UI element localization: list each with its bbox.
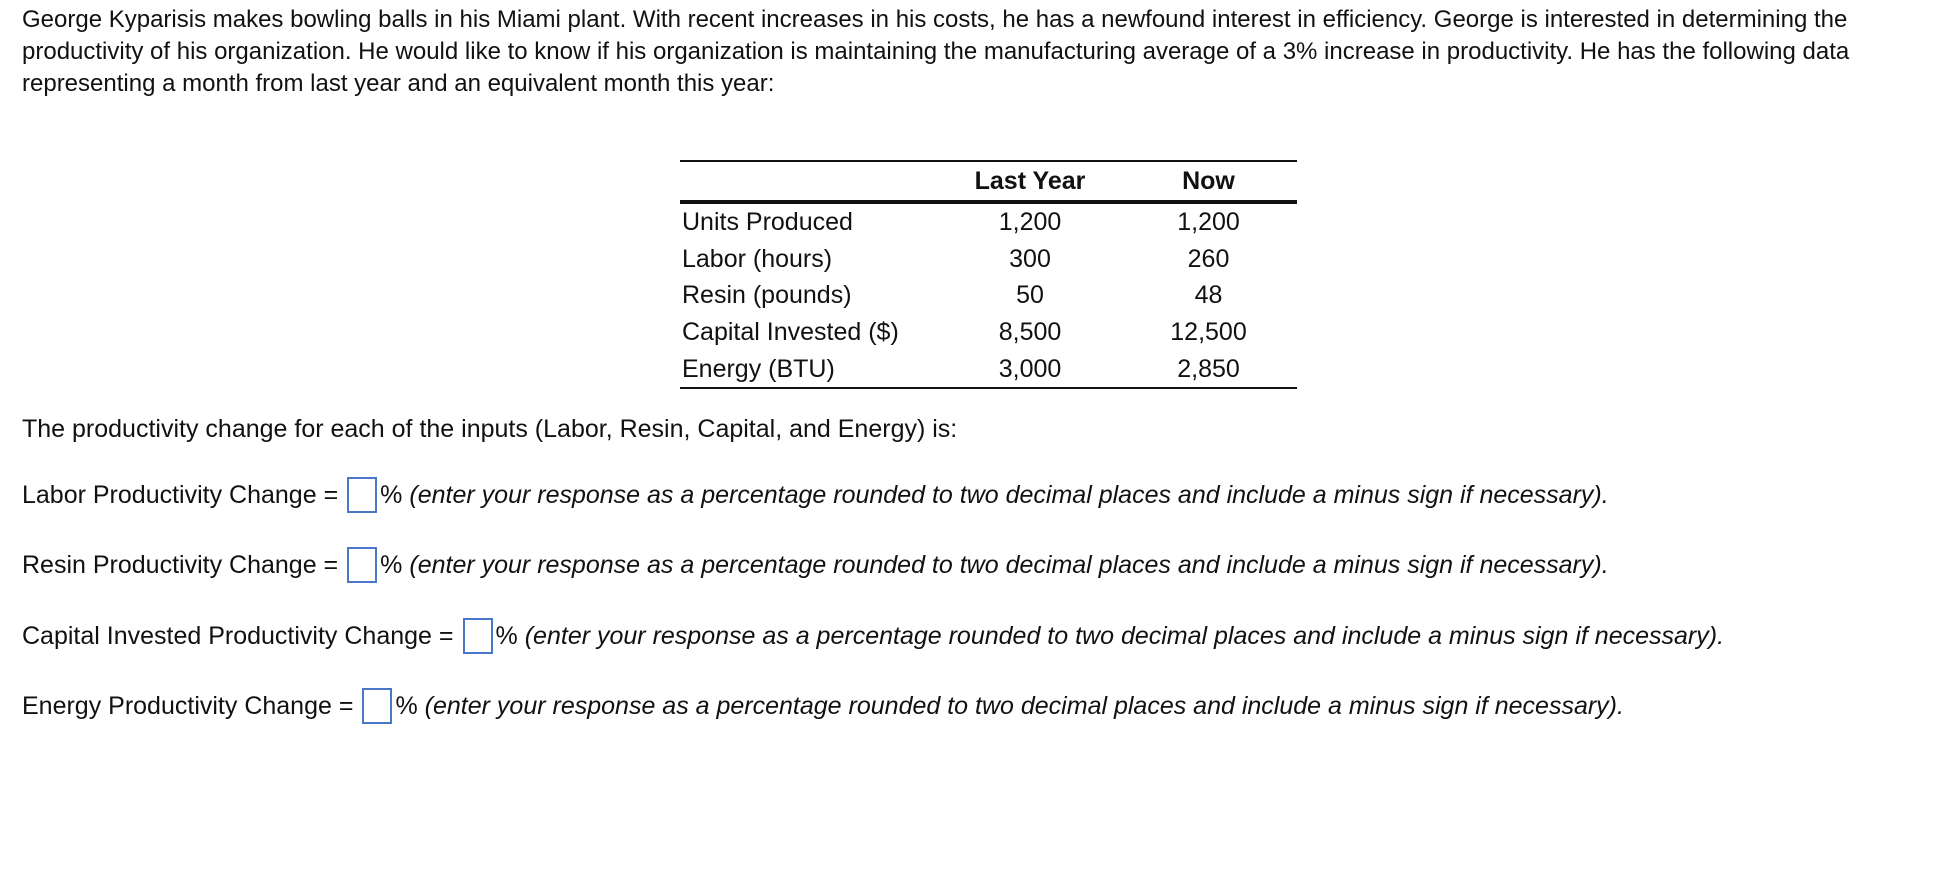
now-value: 48 xyxy=(1194,281,1223,310)
now-value: 260 xyxy=(1187,244,1230,273)
last-year-value: 8,500 xyxy=(998,318,1062,347)
row-label: Units Produced xyxy=(682,208,853,237)
header-now: Now xyxy=(1120,161,1297,202)
table-row xyxy=(680,202,1297,241)
now-value: 2,850 xyxy=(1177,354,1240,383)
energy-question-label: Energy Productivity Change = xyxy=(22,692,354,720)
capital-answer-input[interactable] xyxy=(463,618,493,654)
row-label: Labor (hours) xyxy=(682,244,833,273)
header-last-year: Last Year xyxy=(940,161,1120,202)
table-header-row xyxy=(680,161,1297,202)
last-year-value: 3,000 xyxy=(998,354,1062,383)
problem-intro: George Kyparisis makes bowling balls in his Miami plant. With recent increases in his costs, he has a newfound interest in efficiency. George is interested in determining the productivity of his organization. He would like to know if his organization is maintaining the manufacturing average of a 3% increase in productivity. He has the following data representing a month from last year and an equivalent month this year: xyxy=(22,6,1850,97)
labor-question-label: Labor Productivity Change = xyxy=(22,481,339,509)
labor-question xyxy=(22,476,1609,514)
labor-answer-input[interactable] xyxy=(347,477,377,513)
energy-question xyxy=(22,687,1624,725)
resin-answer-input[interactable] xyxy=(347,547,377,583)
percent-sign: % xyxy=(380,551,403,579)
productivity-data-table xyxy=(680,160,1297,389)
table-row xyxy=(680,350,1297,388)
percent-sign: % xyxy=(395,692,418,720)
capital-question-hint: (enter your response as a percentage rounded to two decimal places and include a minus sign if necessary). xyxy=(524,622,1725,650)
data-table-container xyxy=(680,160,1297,389)
table-row xyxy=(680,277,1297,314)
percent-sign: % xyxy=(380,481,403,509)
row-label: Energy (BTU) xyxy=(682,354,835,383)
header-blank xyxy=(680,161,940,202)
last-year-value: 50 xyxy=(1016,281,1044,310)
energy-question-hint: (enter your response as a percentage rounded to two decimal places and include a minus sign if necessary). xyxy=(424,692,1624,720)
resin-question xyxy=(22,546,1609,584)
question-prompt: The productivity change for each of the inputs (Labor, Resin, Capital, and Energy) is: xyxy=(22,415,958,443)
resin-question-hint: (enter your response as a percentage rounded to two decimal places and include a minus sign if necessary). xyxy=(409,551,1609,579)
row-label: Resin (pounds) xyxy=(682,281,852,310)
capital-question-label: Capital Invested Productivity Change = xyxy=(22,622,454,650)
row-label: Capital Invested ($) xyxy=(682,318,899,347)
percent-sign: % xyxy=(495,622,518,650)
now-value: 12,500 xyxy=(1170,318,1247,347)
last-year-value: 300 xyxy=(1009,244,1051,273)
now-value: 1,200 xyxy=(1177,208,1240,237)
last-year-value: 1,200 xyxy=(998,208,1062,237)
table-row xyxy=(680,314,1297,351)
capital-question xyxy=(22,617,1724,655)
energy-answer-input[interactable] xyxy=(362,688,392,724)
labor-question-hint: (enter your response as a percentage rounded to two decimal places and include a minus sign if necessary). xyxy=(409,481,1609,509)
table-row xyxy=(680,241,1297,278)
resin-question-label: Resin Productivity Change = xyxy=(22,551,339,579)
